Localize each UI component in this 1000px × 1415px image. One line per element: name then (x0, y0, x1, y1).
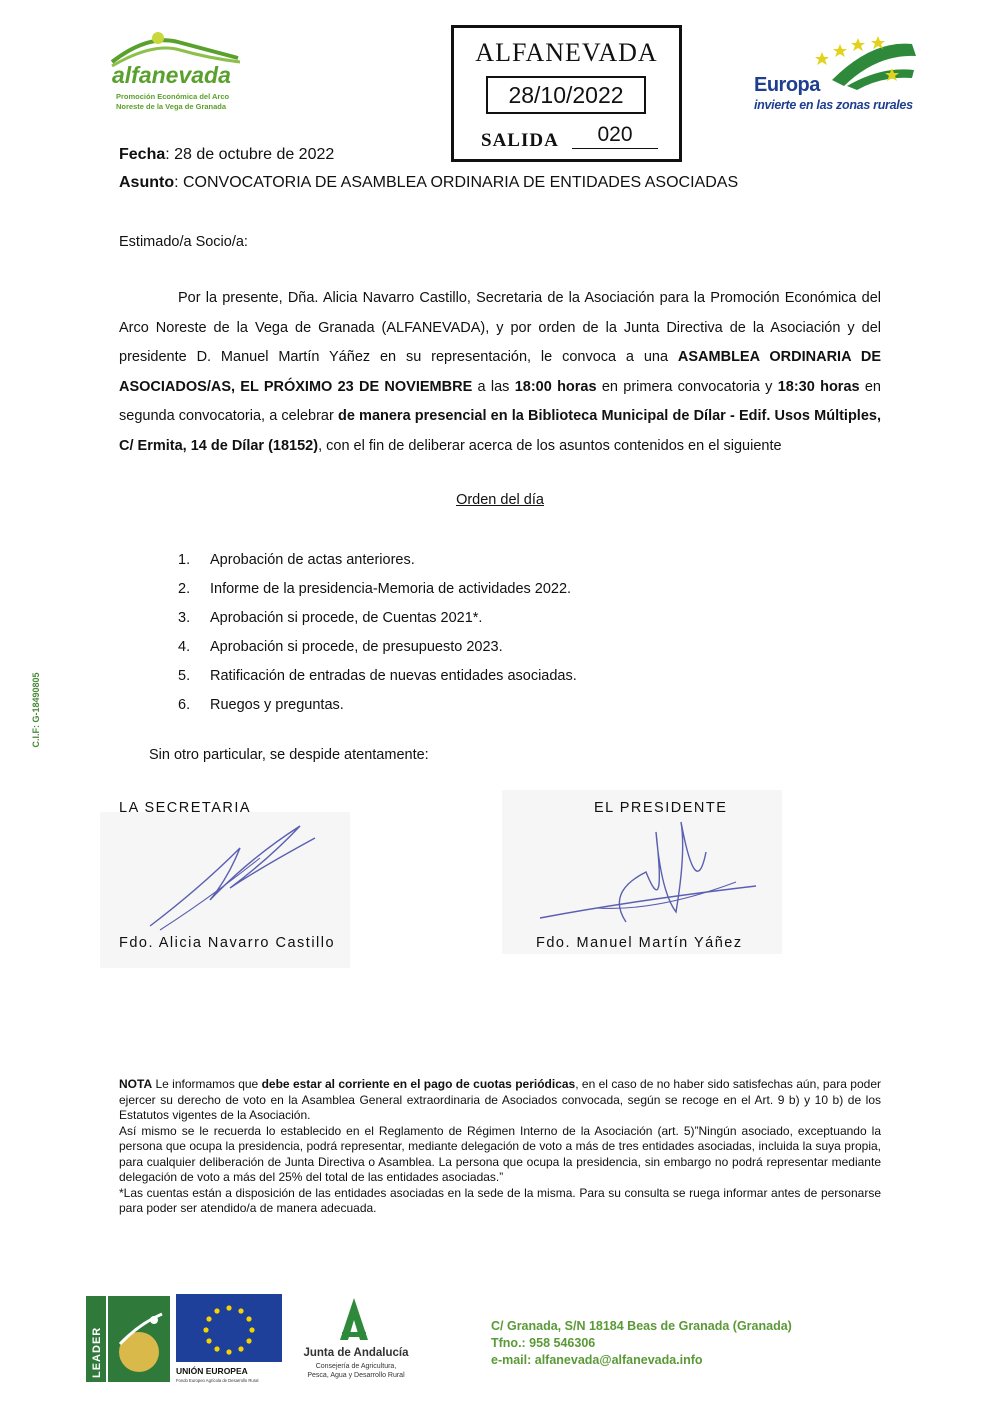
agenda-list (178, 546, 577, 720)
contact-info (491, 1318, 792, 1369)
secretary-role: LA SECRETARIA (119, 800, 252, 816)
svg-text:LEADER: LEADER (91, 1326, 103, 1378)
secretary-name: Fdo. Alicia Navarro Castillo (119, 935, 336, 951)
secretary-signature (140, 818, 320, 938)
agenda-item: 4. Aprobación si procede, de presupuesto 2023. (178, 639, 503, 655)
closing-line: Sin otro particular, se despide atentamente: (149, 747, 429, 763)
asunto-label: Asunto (119, 174, 175, 191)
main-paragraph: Por la presente, Dña. Alicia Navarro Castillo, Secretaria de la Asociación para la Promoción Económica del Arco Noreste de la Vega de Granada (ALFANEVADA), y por orden de la Junta Directiva de la Asociación y del presidente D. Manuel Martín Yáñez en su representación, le convoca a una ASAMBLEA ORDINARIA DE ASOCIADOS/AS, EL PRÓXIMO 23 DE NOVIEMBRE a las 18:00 horas en primera convocatoria y 18:30 horas en segunda convocatoria, a celebrar de manera presencial en la Biblioteca Municipal de Dílar - Edif. Usos Múltiples, C/ Ermita, 14 de Dílar (18152), con el fin de deliberar acerca de los asuntos contenidos en el siguiente (119, 290, 882, 454)
stamp-label: SALIDA (481, 130, 559, 151)
fecha-line (119, 146, 334, 164)
greeting: Estimado/a Socio/a: (119, 234, 248, 250)
agenda-title: Orden del día (456, 492, 544, 508)
agenda-item: 1. Aprobación de actas anteriores. (178, 552, 415, 568)
president-signature (536, 812, 766, 932)
europa-wordmark: Europa (754, 74, 820, 96)
agenda-item: 5. Ratificación de entradas de nuevas entidades asociadas. (178, 668, 577, 684)
fecha-value: : 28 de octubre de 2022 (165, 146, 335, 163)
stamp-date: 28/10/2022 (486, 76, 646, 114)
eu-logo (176, 1294, 282, 1384)
contact-email: e-mail: alfanevada@alfanevada.info (491, 1353, 703, 1367)
agenda-item: 3. Aprobación si procede, de Cuentas 2021*. (178, 610, 483, 626)
europa-tagline: invierte en las zonas rurales (754, 98, 913, 112)
svg-text:Consejería de Agricultura,: Consejería de Agricultura, (315, 1363, 397, 1370)
leader-logo (84, 1294, 172, 1384)
junta-andalucia-logo (296, 1296, 416, 1386)
contact-address: C/ Granada, S/N 18184 Beas de Granada (Granada) (491, 1319, 792, 1333)
svg-text:Junta de Andalucía: Junta de Andalucía (303, 1347, 409, 1359)
asunto-line (119, 174, 738, 192)
alfanevada-wordmark: alfanevada (112, 62, 231, 88)
nota-paragraph-3: *Las cuentas están a disposición de las entidades asociadas en la sede de la misma. Para su consulta se ruega informar antes de personarse para poder ser atendido/a de manera adecuada. (119, 1185, 881, 1215)
president-name: Fdo. Manuel Martín Yáñez (536, 935, 743, 951)
nota-paragraph-2: Así mismo se le recuerda lo establecido en el Reglamento de Régimen Interno de la Asociación (art. 5)”Ningún asociado, exceptuando la persona que ocupa la presidencia, podrá representar, mediante delegación de voto a más de tres entidades asociadas, incluida la suya propia, para cualquier deliberación de Junta Directiva o Asamblea. La persona que ocupa la presidencia, sin embargo no podrá representar mediante delegación de voto a más del 25% del total de las entidades asociadas.” (119, 1123, 881, 1184)
fecha-label: Fecha (119, 146, 166, 163)
registry-stamp (451, 25, 682, 162)
nota-block (119, 1077, 881, 1217)
agenda-item: 2. Informe de la presidencia-Memoria de actividades 2022. (178, 581, 572, 597)
asunto-value: : CONVOCATORIA DE ASAMBLEA ORDINARIA DE ENTIDADES ASOCIADAS (174, 174, 739, 191)
alfanevada-tagline: Promoción Económica del Arco Noreste de la Vega de Granada (116, 92, 230, 111)
nota-paragraph-1: NOTA Le informamos que debe estar al corriente en el pago de cuotas periódicas, en el caso de no haber sido satisfechas aún, para poder ejercer su derecho de voto en la Asamblea General extraordinaria de Asociados convocada, según se recoge en el Art. 9 b) y 10 b) de los Estatutos vigentes de la Asociación. (119, 1077, 882, 1122)
president-role: EL PRESIDENTE (594, 800, 728, 816)
svg-text:UNIÓN EUROPEA: UNIÓN EUROPEA (176, 1366, 248, 1376)
svg-text:Pesca, Agua y Desarrollo Rural: Pesca, Agua y Desarrollo Rural (307, 1372, 405, 1379)
contact-phone: Tfno.: 958 546306 (491, 1336, 596, 1350)
cif-vertical-text: C.I.F: G-18490805 (31, 672, 41, 748)
svg-text:Fondo Europeo Agrícola de Desa: Fondo Europeo Agrícola de Desarrollo Rural (176, 1378, 259, 1383)
stamp-number: 020 (572, 122, 658, 149)
stamp-title: ALFANEVADA (475, 38, 658, 67)
agenda-item: 6. Ruegos y preguntas. (178, 697, 344, 713)
